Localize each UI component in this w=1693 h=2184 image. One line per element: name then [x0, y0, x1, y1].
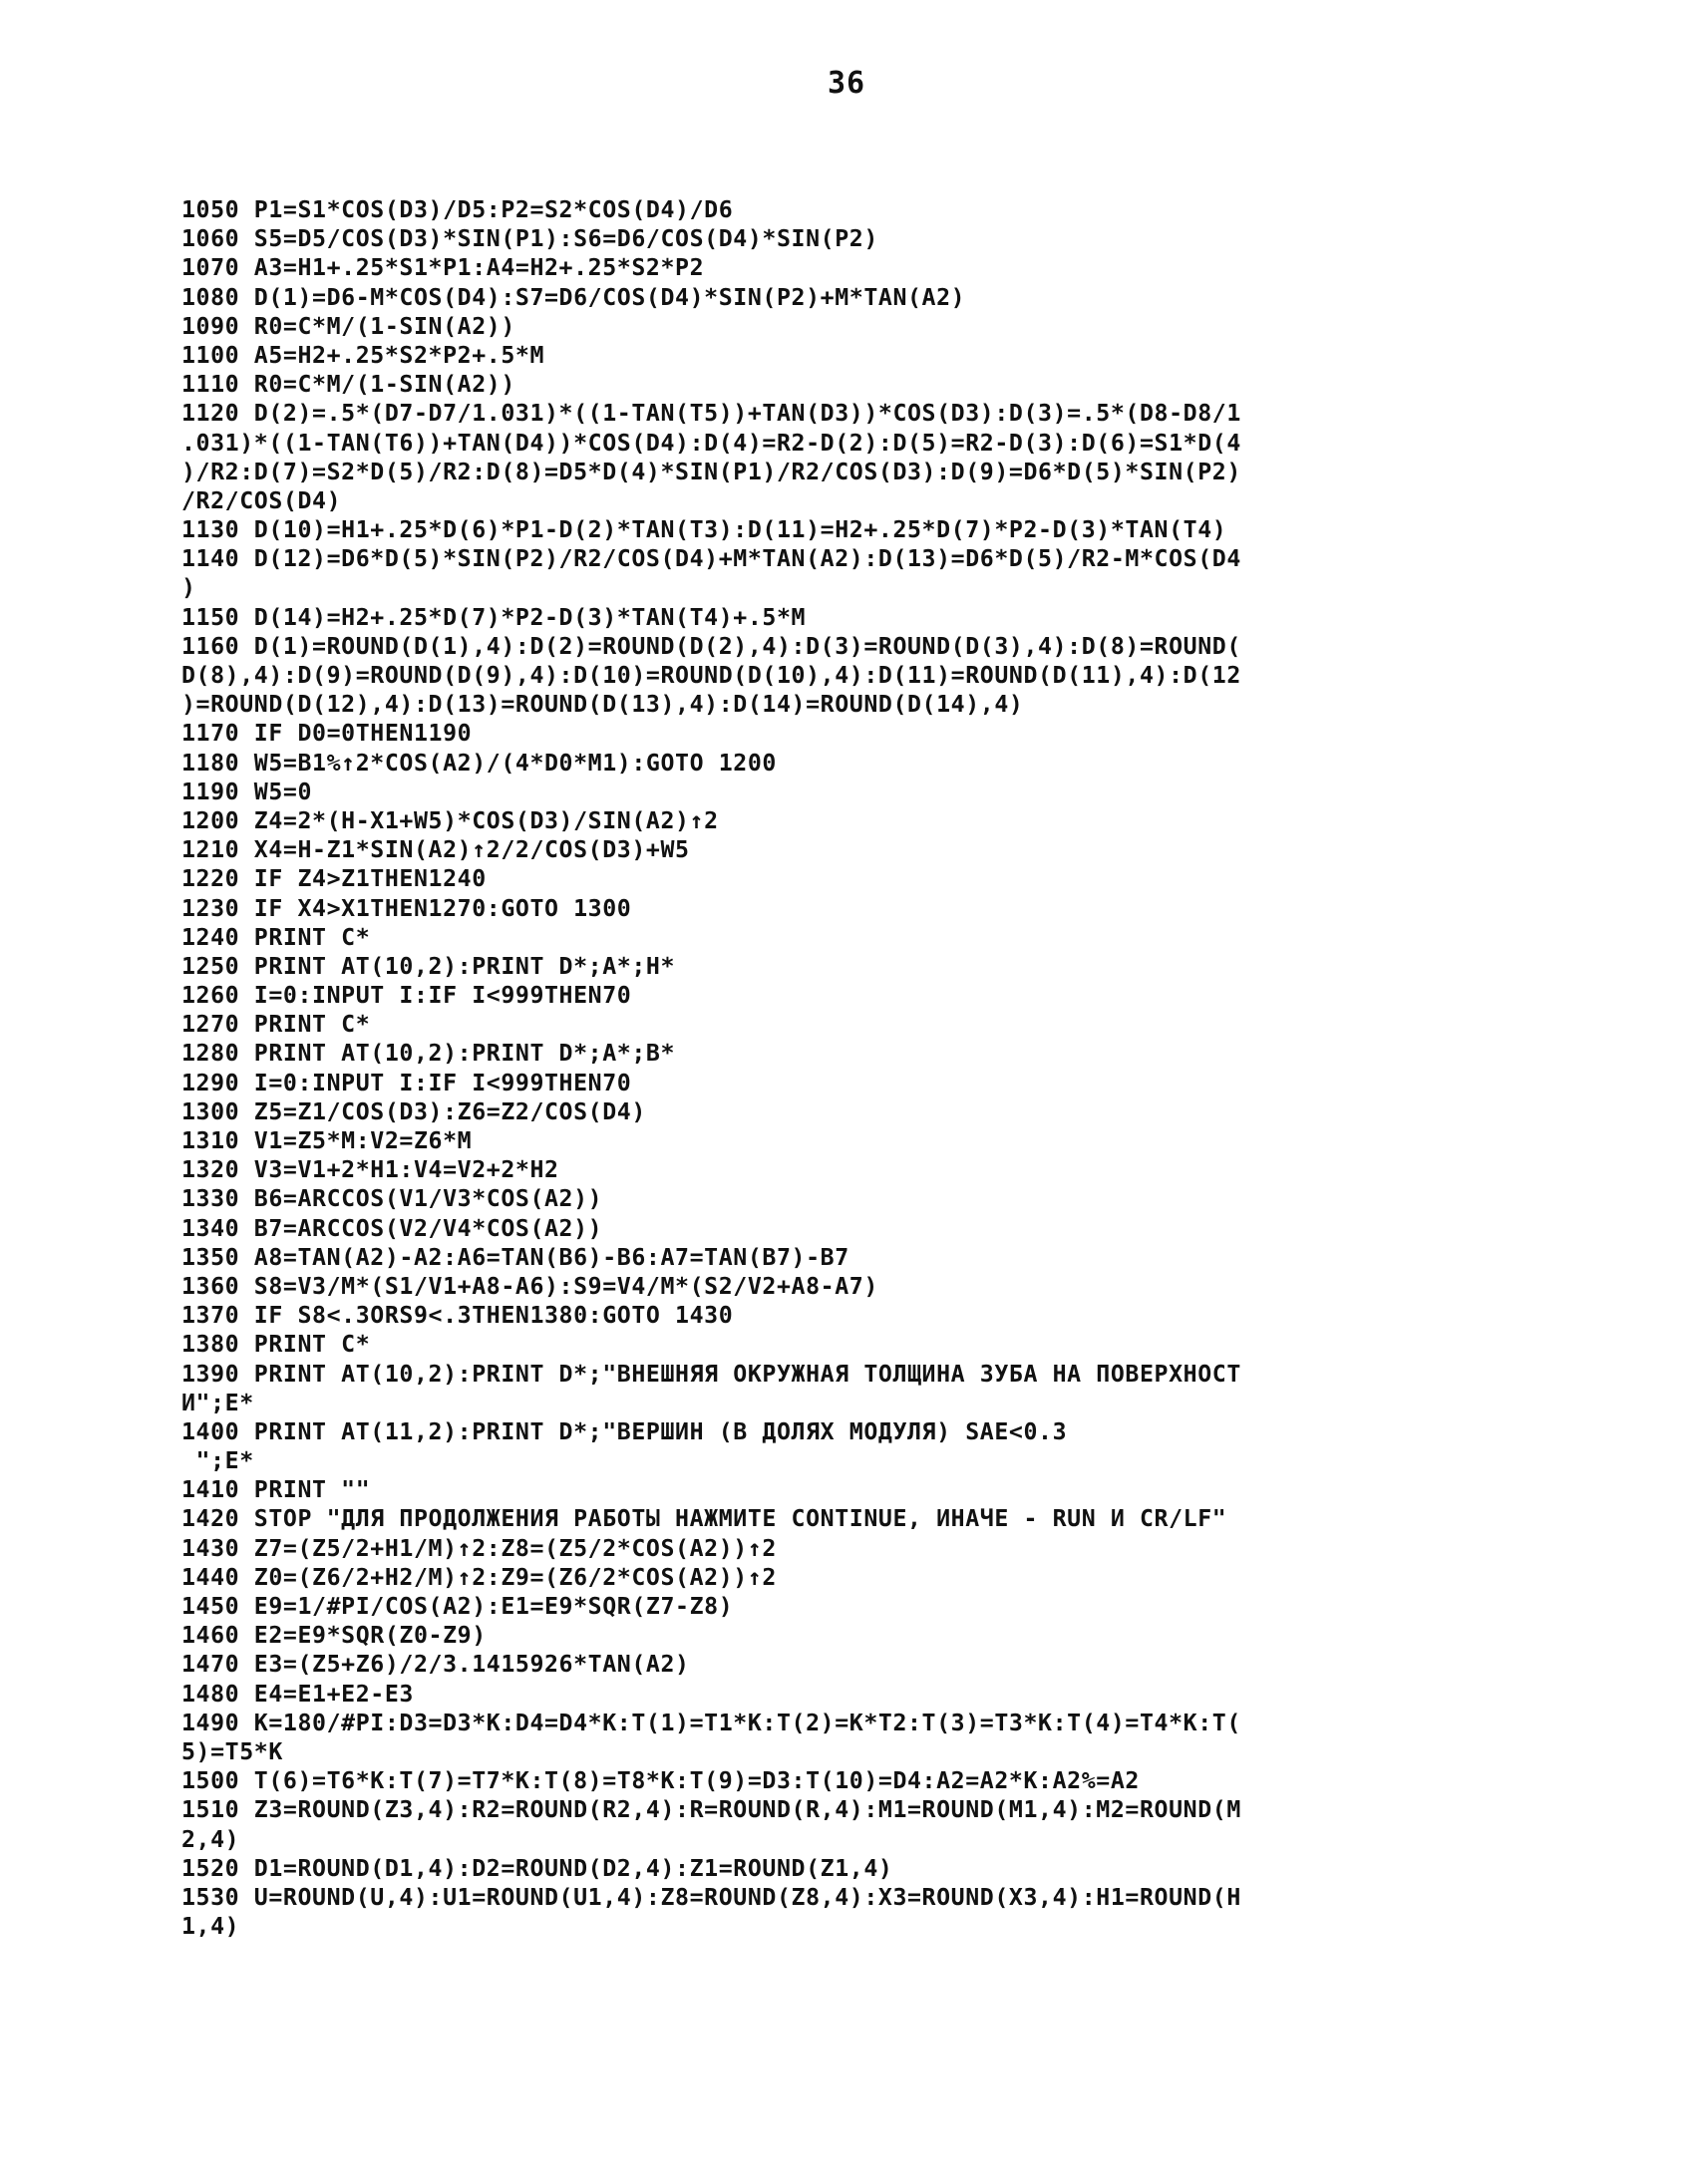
code-line: 1070 A3=H1+.25*S1*P1:A4=H2+.25*S2*P2 [181, 254, 705, 282]
code-line: 1330 B6=ARCCOS(V1/V3*COS(A2)) [181, 1185, 603, 1213]
code-line: 1150 D(14)=H2+.25*D(7)*P2-D(3)*TAN(T4)+.5*M [181, 603, 807, 631]
code-line: /R2/COS(D4) [181, 486, 342, 514]
code-line: 1120 D(2)=.5*(D7-D7/1.031)*((1-TAN(T5))+TAN(D3))*COS(D3):D(3)=.5*(D8-D8/1 [181, 400, 1241, 428]
code-line: 1430 Z7=(Z5/2+H1/M)↑2:Z8=(Z5/2*COS(A2))↑2 [181, 1534, 777, 1562]
code-line: 1380 PRINT C* [181, 1331, 371, 1359]
code-line: 1170 IF D0=0THEN1190 [181, 720, 473, 748]
code-line: 1290 I=0:INPUT I:IF I<999THEN70 [181, 1069, 632, 1096]
code-line: 1420 STOP "ДЛЯ ПРОДОЛЖЕНИЯ РАБОТЫ НАЖМИТЕ CONTINUE, ИНАЧЕ - RUN И CR/LF" [181, 1505, 1227, 1533]
code-line: .031)*((1-TAN(T6))+TAN(D4))*COS(D4):D(4)=R2-D(2):D(5)=R2-D(3):D(6)=S1*D(4 [181, 429, 1241, 457]
code-line: )=ROUND(D(12),4):D(13)=ROUND(D(13),4):D(14)=ROUND(D(14),4) [181, 691, 1024, 719]
code-line: 1490 K=180/#PI:D3=D3*K:D4=D4*K:T(1)=T1*K:T(2)=K*T2:T(3)=T3*K:T(4)=T4*K:T( [181, 1709, 1241, 1736]
code-line: 1240 PRINT C* [181, 923, 371, 951]
code-line: 1310 V1=Z5*M:V2=Z6*M [181, 1127, 473, 1154]
code-line: 1280 PRINT AT(10,2):PRINT D*;A*;B* [181, 1040, 676, 1068]
code-line: 1190 W5=0 [181, 778, 313, 805]
code-line: 1360 S8=V3/M*(S1/V1+A8-A6):S9=V4/M*(S2/V2+A8-A7) [181, 1272, 878, 1300]
code-line: 1480 E4=E1+E2-E3 [181, 1680, 414, 1708]
code-line: 1440 Z0=(Z6/2+H2/M)↑2:Z9=(Z6/2*COS(A2))↑2 [181, 1563, 777, 1591]
code-line: 1410 PRINT "" [181, 1476, 371, 1504]
code-line: 1250 PRINT AT(10,2):PRINT D*;A*;H* [181, 952, 676, 980]
code-line: 1300 Z5=Z1/COS(D3):Z6=Z2/COS(D4) [181, 1097, 646, 1125]
code-line: 5)=T5*K [181, 1737, 283, 1765]
code-line: 1080 D(1)=D6-M*COS(D4):S7=D6/COS(D4)*SIN(P2)+M*TAN(A2) [181, 283, 966, 311]
code-line: 1350 A8=TAN(A2)-A2:A6=TAN(B6)-B6:A7=TAN(B7)-B7 [181, 1243, 849, 1271]
code-line: 1390 PRINT AT(10,2):PRINT D*;"ВНЕШНЯЯ ОКРУЖНАЯ ТОЛЩИНА ЗУБА НА ПОВЕРХНОСТ [181, 1360, 1241, 1388]
code-line: 1510 Z3=ROUND(Z3,4):R2=ROUND(R2,4):R=ROUND(R,4):M1=ROUND(M1,4):M2=ROUND(M [181, 1796, 1241, 1824]
code-line: И";E* [181, 1389, 254, 1416]
code-line: 1200 Z4=2*(H-X1+W5)*COS(D3)/SIN(A2)↑2 [181, 806, 719, 834]
code-line: ) [181, 574, 196, 602]
code-line: 1340 B7=ARCCOS(V2/V4*COS(A2)) [181, 1214, 603, 1242]
code-line: 1530 U=ROUND(U,4):U1=ROUND(U1,4):Z8=ROUND(Z8,4):X3=ROUND(X3,4):H1=ROUND(H [181, 1883, 1241, 1911]
code-line: 1180 W5=B1%↑2*COS(A2)/(4*D0*M1):GOTO 1200 [181, 749, 777, 777]
code-line: 1110 R0=C*M/(1-SIN(A2)) [181, 371, 515, 399]
code-line: 1220 IF Z4>Z1THEN1240 [181, 865, 487, 893]
code-line: 1400 PRINT AT(11,2):PRINT D*;"ВЕРШИН (В ДОЛЯХ МОДУЛЯ) SAE<0.3 [181, 1417, 1068, 1445]
code-line: 2,4) [181, 1825, 240, 1853]
code-line: 1230 IF X4>X1THEN1270:GOTO 1300 [181, 894, 632, 922]
code-line: 1520 D1=ROUND(D1,4):D2=ROUND(D2,4):Z1=ROUND(Z1,4) [181, 1854, 893, 1882]
code-line: 1060 S5=D5/COS(D3)*SIN(P1):S6=D6/COS(D4)*SIN(P2) [181, 225, 878, 253]
code-line: 1130 D(10)=H1+.25*D(6)*P1-D(2)*TAN(T3):D(11)=H2+.25*D(7)*P2-D(3)*TAN(T4) [181, 516, 1227, 544]
code-line: 1320 V3=V1+2*H1:V4=V2+2*H2 [181, 1156, 559, 1184]
code-line: D(8),4):D(9)=ROUND(D(9),4):D(10)=ROUND(D(10),4):D(11)=ROUND(D(11),4):D(12 [181, 662, 1241, 689]
code-line: 1050 P1=S1*COS(D3)/D5:P2=S2*COS(D4)/D6 [181, 196, 734, 223]
code-line: ";E* [181, 1447, 254, 1475]
code-line: 1140 D(12)=D6*D(5)*SIN(P2)/R2/COS(D4)+M*TAN(A2):D(13)=D6*D(5)/R2-M*COS(D4 [181, 545, 1241, 573]
code-line: 1260 I=0:INPUT I:IF I<999THEN70 [181, 982, 632, 1010]
code-line: 1470 E3=(Z5+Z6)/2/3.1415926*TAN(A2) [181, 1651, 690, 1679]
code-line: 1210 X4=H-Z1*SIN(A2)↑2/2/COS(D3)+W5 [181, 836, 690, 864]
code-line: 1460 E2=E9*SQR(Z0-Z9) [181, 1622, 487, 1650]
code-line: )/R2:D(7)=S2*D(5)/R2:D(8)=D5*D(4)*SIN(P1)/R2/COS(D3):D(9)=D6*D(5)*SIN(P2) [181, 458, 1241, 485]
basic-program-listing [181, 195, 1498, 1941]
code-line: 1090 R0=C*M/(1-SIN(A2)) [181, 312, 515, 340]
code-line: 1270 PRINT C* [181, 1011, 371, 1039]
code-line: 1,4) [181, 1913, 240, 1941]
code-line: 1100 A5=H2+.25*S2*P2+.5*M [181, 341, 545, 369]
code-line: 1370 IF S8<.3ORS9<.3THEN1380:GOTO 1430 [181, 1302, 734, 1330]
code-line: 1500 T(6)=T6*K:T(7)=T7*K:T(8)=T8*K:T(9)=D3:T(10)=D4:A2=A2*K:A2%=A2 [181, 1767, 1140, 1795]
page-number: 36 [827, 66, 866, 101]
code-line: 1450 E9=1/#PI/COS(A2):E1=E9*SQR(Z7-Z8) [181, 1593, 734, 1620]
code-line: 1160 D(1)=ROUND(D(1),4):D(2)=ROUND(D(2),4):D(3)=ROUND(D(3),4):D(8)=ROUND( [181, 632, 1241, 660]
